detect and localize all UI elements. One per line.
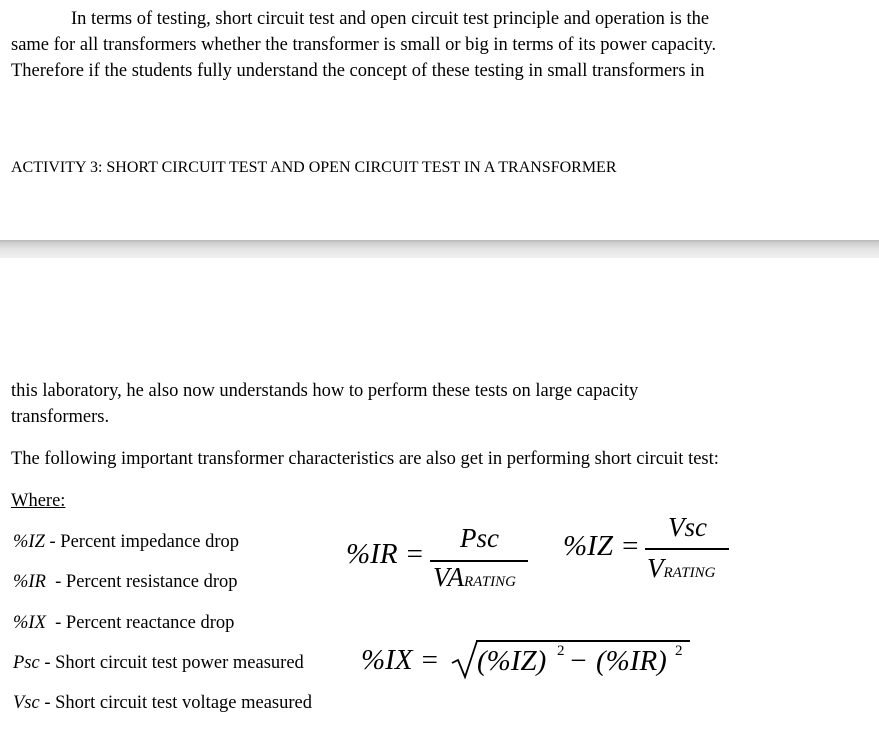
formula-ir-numerator: Psc (460, 523, 499, 553)
continuation-line-2: transformers. (11, 407, 110, 427)
square-root-vinculum (476, 640, 690, 642)
formula-ir-lhs: %IR = (346, 538, 425, 570)
symbol-ir: %IR (13, 572, 46, 592)
formula-iz-denominator (647, 553, 715, 584)
continuation-line-1: this laboratory, he also now understands how to perform these tests on large capacity (11, 381, 639, 401)
document-page-top (0, 0, 879, 240)
definition-ir (13, 572, 237, 593)
where-label: Where: (11, 491, 66, 511)
formula-iz-numerator: Vsc (668, 512, 707, 542)
symbol-psc: Psc (13, 653, 40, 673)
formula-ix-minus: − (563, 645, 594, 677)
formula-ix-term1: (%IZ) (477, 645, 547, 677)
definition-psc-text: - Short circuit test power measured (39, 653, 304, 673)
definition-ix-text: - Percent reactance drop (45, 613, 235, 633)
formula-ix-term2: (%IR) (596, 645, 667, 677)
definition-iz (13, 532, 239, 553)
intro-line-3: Therefore if the students fully understand the concept of these testing in small transformers in (11, 61, 705, 81)
formula-iz-fraction-bar (645, 548, 729, 550)
definition-ir-text: - Percent resistance drop (45, 572, 238, 592)
definition-vsc-text: - Short circuit test voltage measured (39, 693, 312, 713)
formula-iz-den-main: V (647, 553, 664, 583)
formula-ix-exponent-1: 2 (557, 643, 565, 659)
definition-psc (13, 653, 304, 674)
symbol-iz: %IZ (13, 532, 45, 552)
formula-iz-den-sub: RATING (663, 565, 716, 581)
formula-ir-denominator (433, 562, 516, 593)
activity-heading: ACTIVITY 3: SHORT CIRCUIT TEST AND OPEN CIRCUIT TEST IN A TRANSFORMER (11, 159, 617, 176)
formula-ir-den-sub: RATING (463, 574, 516, 590)
continuation-paragraph (11, 378, 790, 430)
intro-paragraph (11, 6, 790, 84)
intro-line-1: In terms of testing, short circuit test and open circuit test principle and operation is the (71, 9, 710, 29)
formula-ix-lhs: %IX = (361, 644, 440, 676)
intro-line-2: same for all transformers whether the transformer is small or big in terms of its power capacity. (11, 35, 717, 55)
symbol-vsc: Vsc (13, 693, 40, 713)
square-root-icon (450, 639, 480, 681)
formula-ix-exponent-2: 2 (675, 643, 683, 659)
formula-iz-lhs: %IZ = (563, 530, 640, 562)
page-separator (0, 240, 879, 258)
symbol-ix: %IX (13, 613, 46, 633)
characteristics-intro: The following important transformer characteristics are also get in performing short circuit test: (11, 449, 719, 469)
definition-vsc (13, 693, 312, 714)
definition-ix (13, 613, 234, 634)
definition-iz-text: - Percent impedance drop (44, 532, 240, 552)
formula-ir-den-main: VA (433, 562, 464, 592)
